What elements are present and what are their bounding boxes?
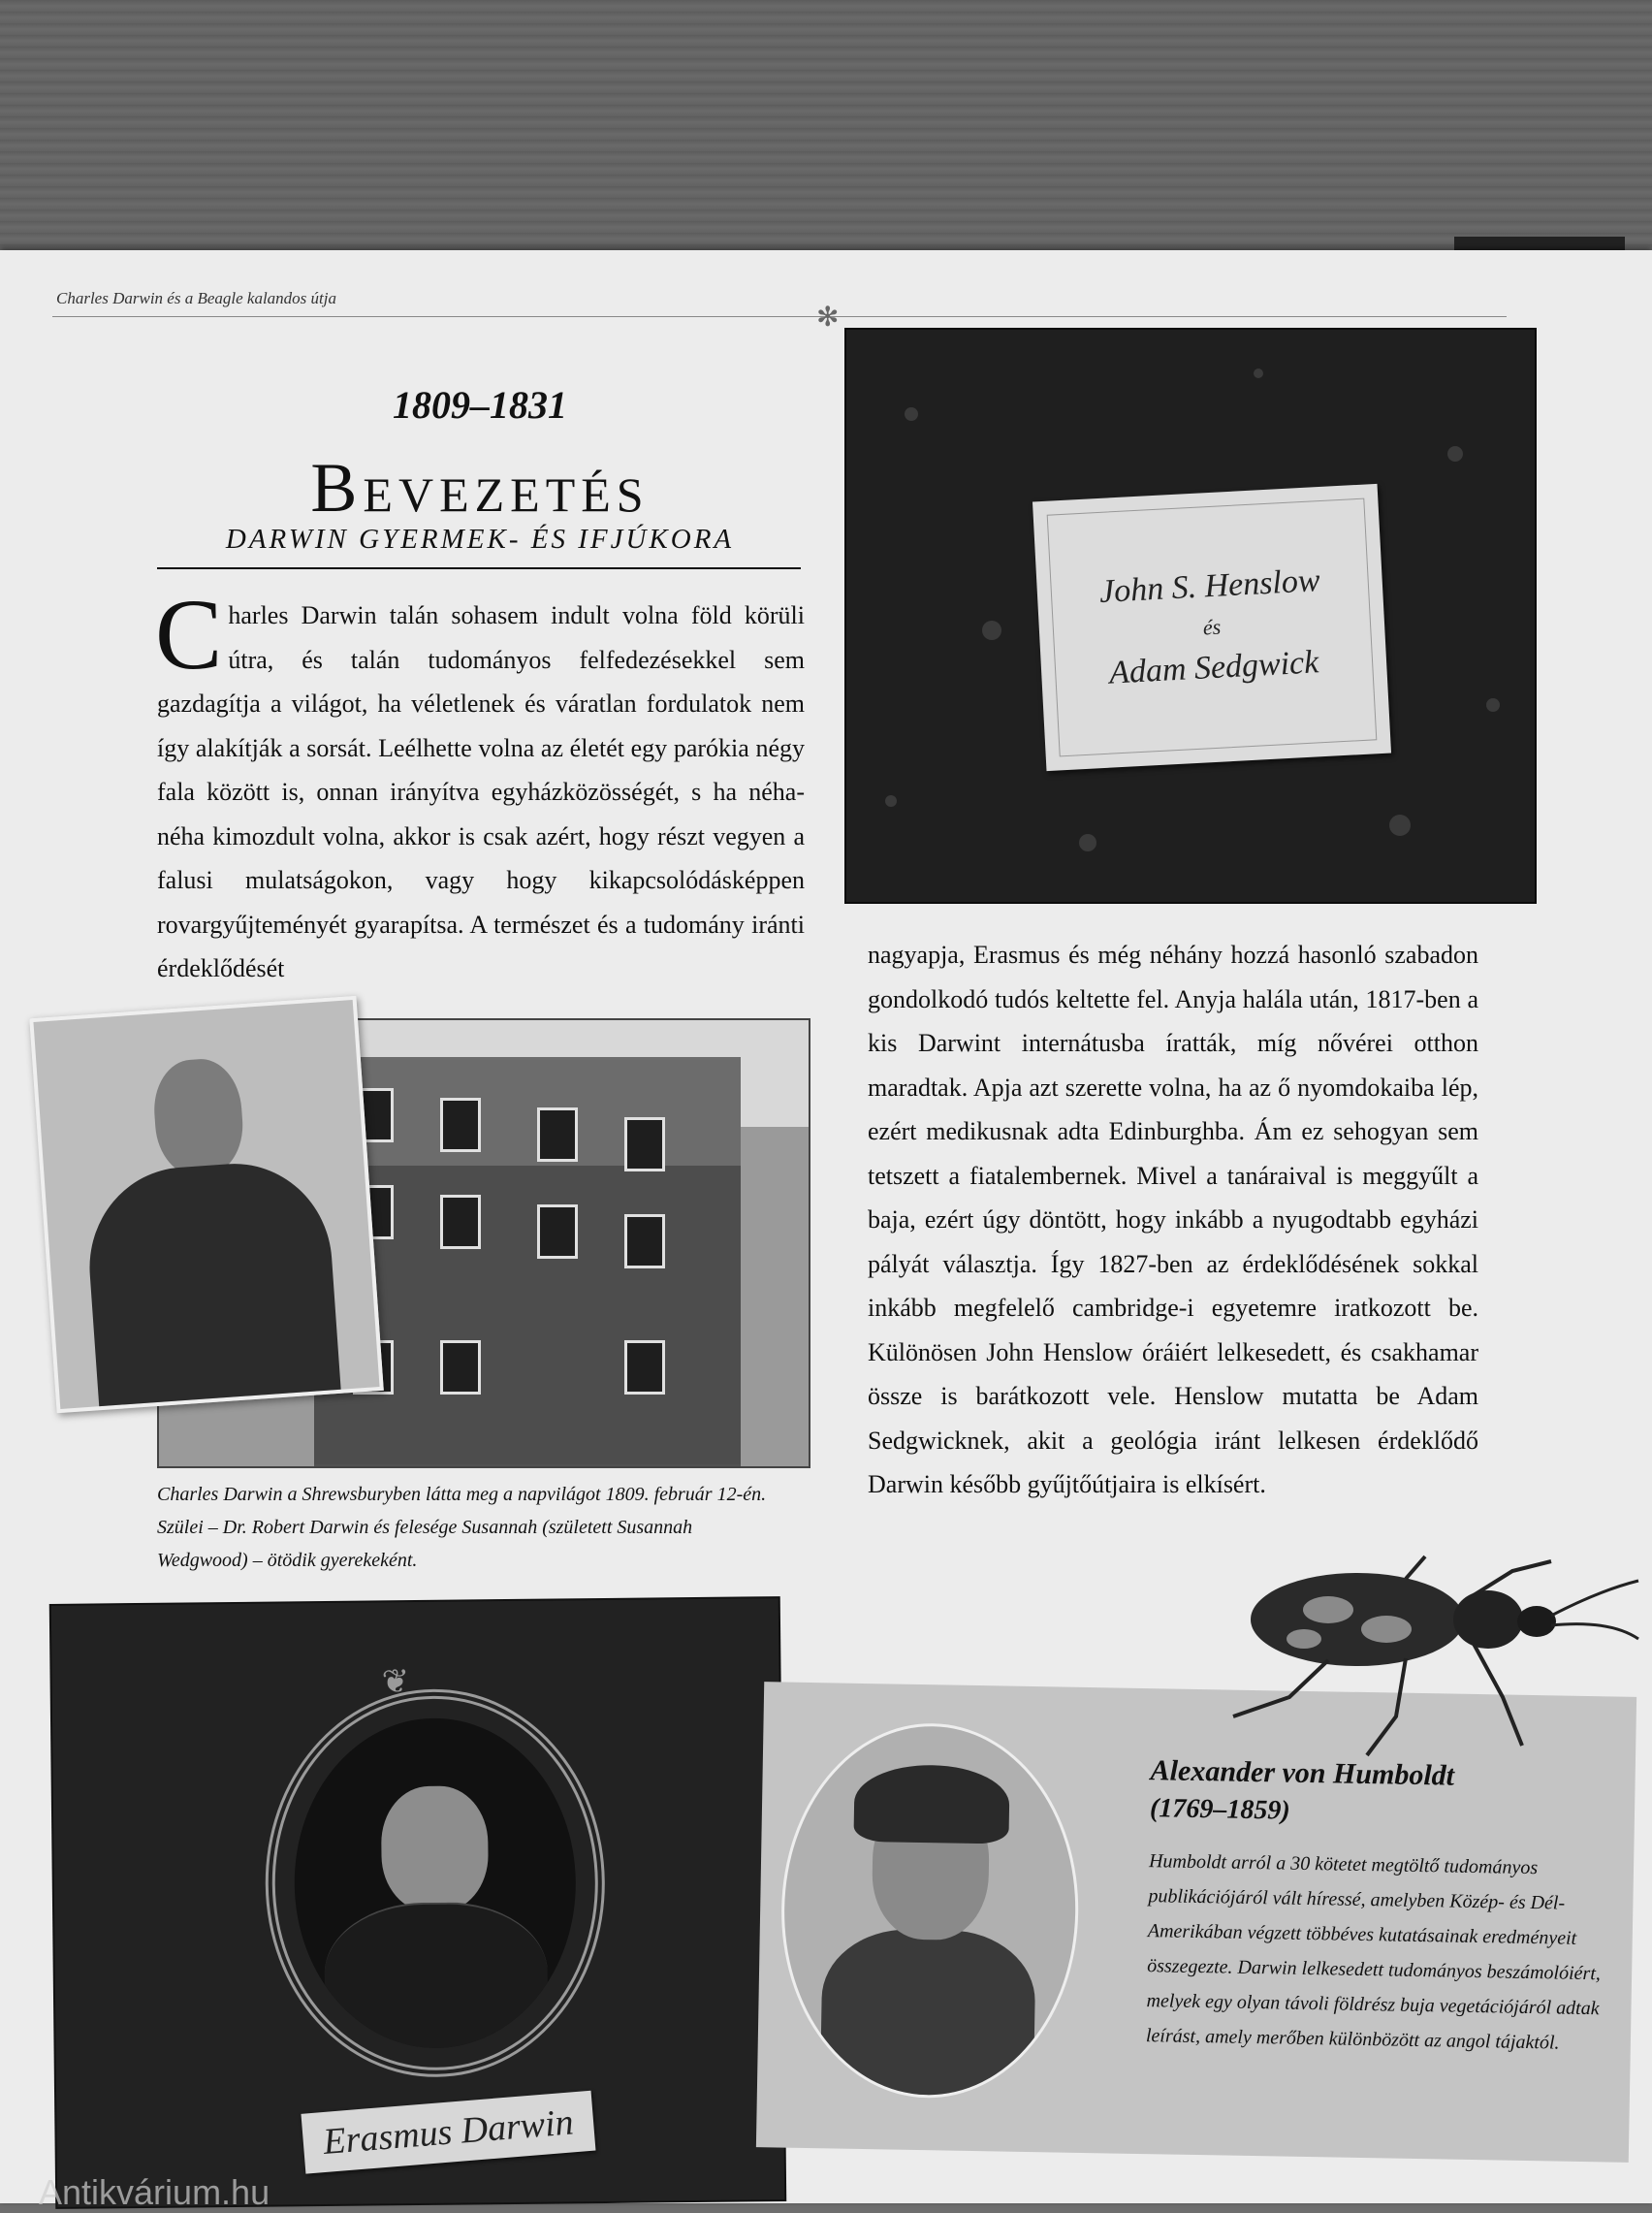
watermark: Antikvárium.hu [39, 2172, 270, 2212]
humboldt-years: (1769–1859) [1149, 1793, 1290, 1826]
label-and: és [1202, 614, 1222, 640]
humboldt-name: Alexander von Humboldt [1150, 1754, 1455, 1792]
humboldt-portrait [778, 1721, 1082, 2101]
page-subtitle: DARWIN GYERMEK- ÉS IFJÚKORA [225, 524, 735, 555]
page-title: Bevezetés [310, 449, 650, 527]
label-sedgwick: Adam Sedgwick [1108, 644, 1320, 691]
book-edge [1454, 237, 1625, 250]
frame-crown-icon: ❦ [381, 1664, 410, 1701]
erasmus-label: Erasmus Darwin [301, 2091, 595, 2174]
photo-caption: Charles Darwin a Shrewsburyben látta meg a napvilágot 1809. február 12-én. Szülei – Dr. Robert Darwin és felesége Susannah (született Susannah Wedgwood) – ötödik gyerekeként. [157, 1484, 767, 1571]
intro-text-left [155, 579, 805, 991]
drop-cap: C [155, 579, 223, 690]
section-years: 1809–1831 [393, 383, 567, 427]
intro-paragraph: harles Darwin talán sohasem indult volna föld körüli útra, és talán tudományos felfedezésekkel sem gazdagítja a világot, ha véletlenek és váratlan fordulatok nem így alakítják a sorsát. Leélhette volna az életét egy parókia négy fala között is, onnan irányítva egyházközösségét, s ha néha-néha kimozdult volna, akkor is csak azért, hogy részt vegyen a falusi mulatságokon, vagy hogy kikapcsolódásképpen rovargyűjteményét gyarapítsa. A természet és a tudomány iránti érdeklődését [157, 601, 805, 982]
ornate-oval-frame [264, 1687, 607, 2079]
name-label-card [1032, 484, 1391, 771]
table-background [0, 0, 1652, 254]
header-rule [52, 316, 1507, 317]
humboldt-text: Humboldt arról a 30 kötetet megtöltő tudományos publikációjáról vált híressé, amelyben Közép- és Dél-Amerikában végzett többéves kutatásainak eredményeit összegezte. Darwin lelkesedett tudományos beszámolóiért, melyek egy olyan távoli földrész buja vegetációjáról adtak leírást, amely merőben különbözött az angol tájaktól. [1145, 1850, 1602, 2054]
running-title: Charles Darwin és a Beagle kalandos útja [56, 289, 336, 307]
title-rule [157, 567, 801, 569]
header-ornament-icon: ✻ [816, 303, 840, 333]
charles-darwin-portrait [29, 996, 384, 1414]
erasmus-darwin-card [51, 1598, 784, 2207]
intro-text-right: nagyapja, Erasmus és még néhány hozzá hasonló szabadon gondolkodó tudós keltette fel. Anyja halála után, 1817-ben a kis Darwint internátusba íratták, míg nővérei otthon maradtak. Apja azt szerette volna, ha az ő nyomdokaiba lép, ezért medikusnak adta Edinburghba. Ám ez sehogyan sem tetszett a fiatalembernek. Mivel a tanáraival is meggyűlt a baja, ezért úgy döntött, hogy inkább a nyugodtabb egyházi pályát választja. Így 1827-ben az érdeklődésének sokkal inkább megfelelő cambridge-i egyetemre iratkozott be. Különösen John Henslow óráiért lelkesedett, és csakhamar össze is barátkozott vele. Henslow mutatta be Adam Sedgwicknek, akit a geológia iránt lelkesen érdeklődő Darwin később gyűjtőútjaira is elkísért. [868, 941, 1478, 1498]
label-henslow: John S. Henslow [1098, 562, 1321, 610]
beetle-illustration [1231, 1552, 1648, 1775]
